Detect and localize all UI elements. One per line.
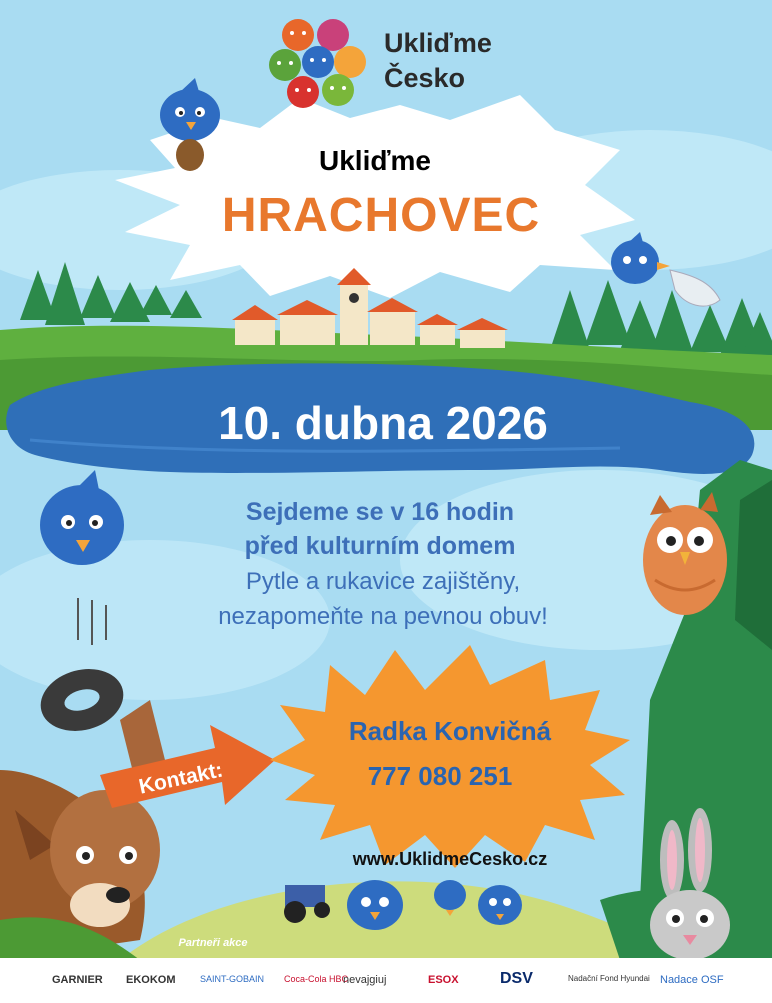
event-date: 10. dubna 2026 (218, 397, 548, 449)
supplies-info: Pytle a rukavice zajištěny, (245, 568, 521, 595)
event-title-prefix: Ukliďme (319, 145, 431, 176)
partner-logo-saint-gobain: SAINT-GOBAIN (200, 974, 265, 984)
bird-icon (347, 880, 403, 930)
partner-logo-esox: ESOX (428, 974, 459, 986)
footwear-note: nezapomeňte na pevnou obuv! (218, 603, 548, 630)
partner-logo-garnier: GARNIER (52, 974, 103, 986)
event-town-name: HRACHOVEC (221, 189, 541, 242)
brand-name-line1: Ukliďme (384, 28, 492, 58)
meeting-time: Sejdeme se v 16 hodin (245, 498, 515, 526)
website-link[interactable]: www.UklidmeCesko.cz (352, 849, 548, 869)
partner-logo-hyundai: Nadační Fond Hyundai (568, 974, 650, 983)
bird-icon (478, 885, 522, 925)
partners-logo-bar (0, 958, 772, 1003)
partner-logo-coca-cola: Coca-Cola HBC (284, 974, 349, 984)
contact-phone[interactable]: 777 080 251 (367, 761, 513, 791)
partners-label: Partneři akce (178, 937, 248, 949)
partner-logo-nevajgiuj: nevajgiuj (343, 974, 387, 986)
contact-name: Radka Konvičná (348, 716, 552, 746)
contact-label: Kontakt: (136, 758, 225, 799)
meeting-place: před kulturním domem (244, 532, 516, 560)
partner-logo-dsv: DSV (500, 970, 533, 987)
partner-logo-ekokom: EKOKOM (126, 974, 176, 986)
brand-name-line2: Česko (384, 63, 466, 93)
partner-logo-osf: Nadace OSF (660, 974, 724, 986)
